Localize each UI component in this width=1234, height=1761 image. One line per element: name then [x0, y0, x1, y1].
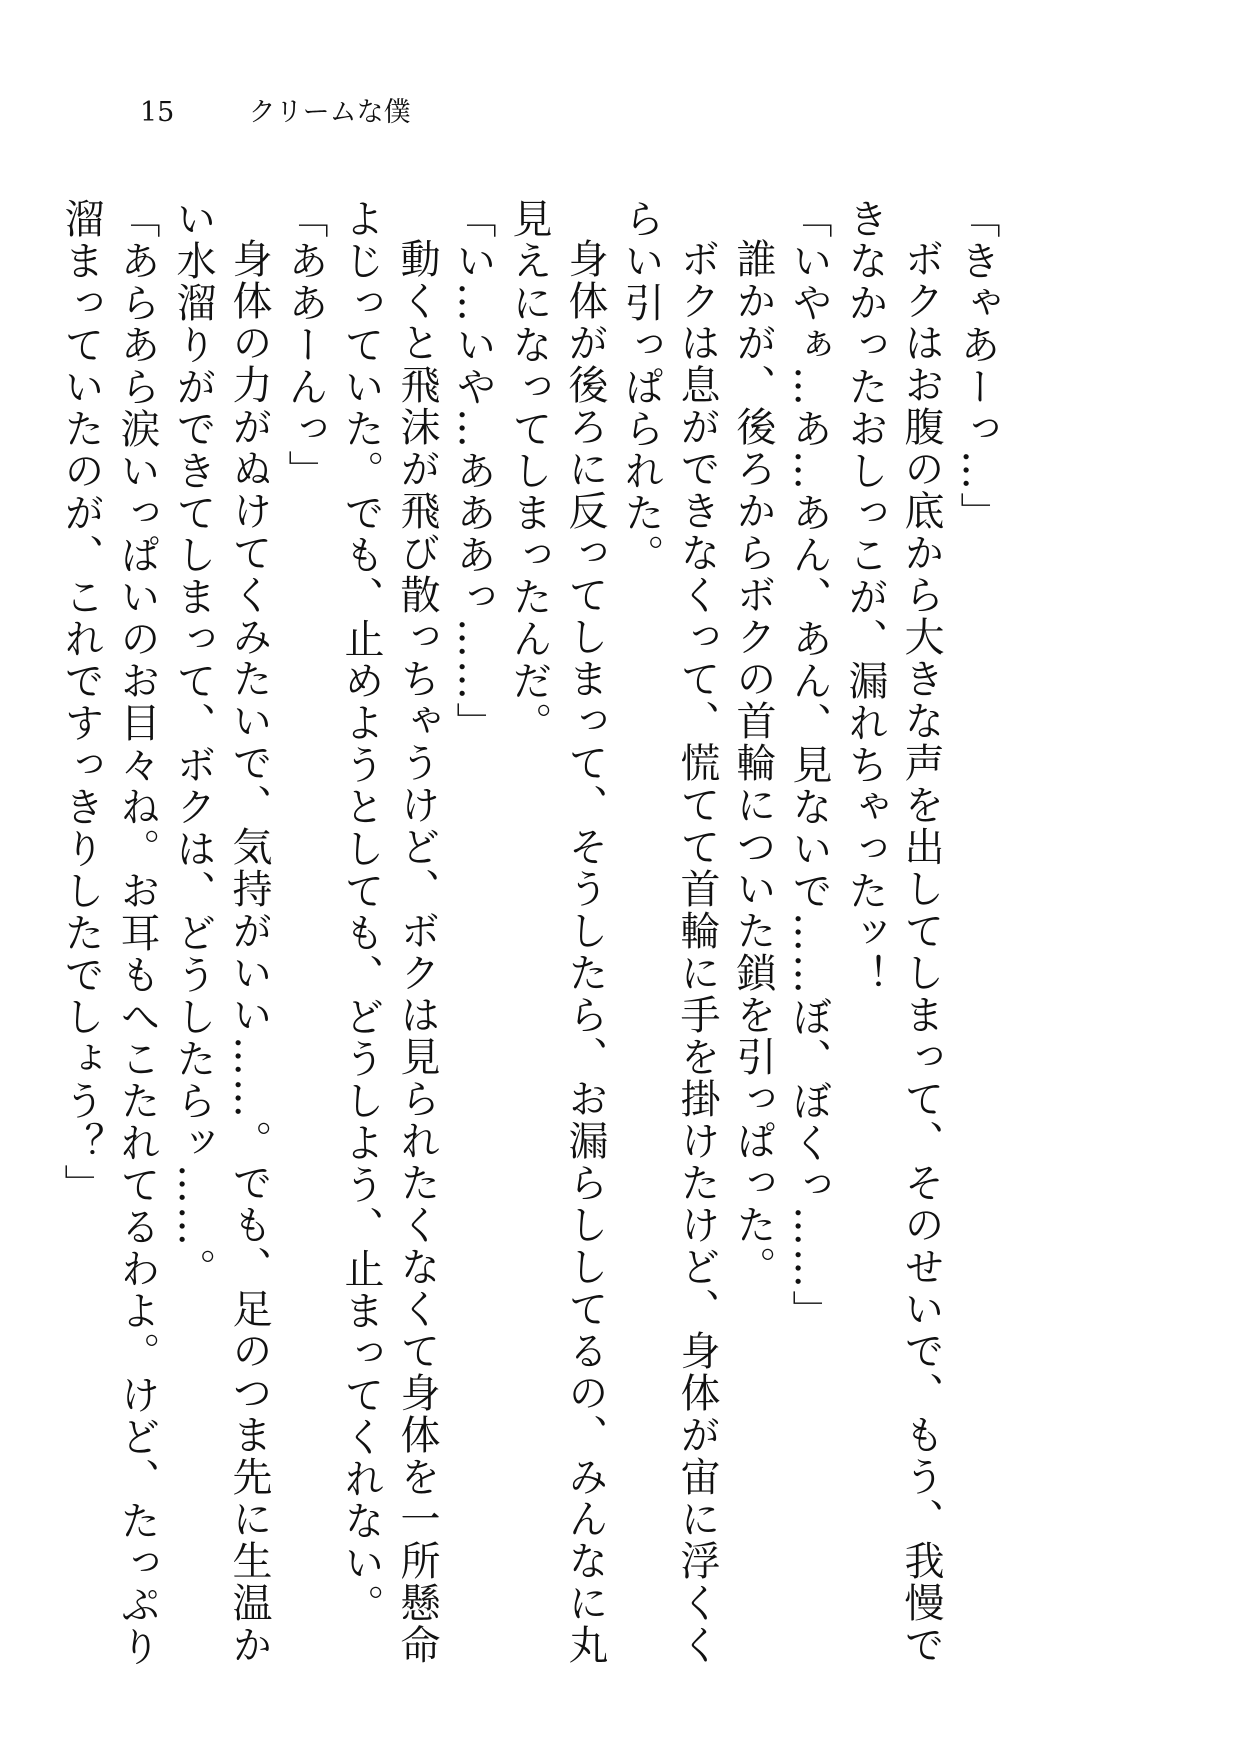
paragraph: 「きゃあーっ…」: [954, 198, 1000, 534]
chapter-title: クリームな僕: [248, 97, 411, 128]
body-text: [58, 198, 1005, 1678]
paragraph: 身体が後ろに反ってしまって、そうしたら、お漏らししてるの、みんなに丸見えになってしまったんだ。: [506, 198, 608, 1666]
page-number: 15: [140, 97, 175, 128]
running-head: [140, 98, 411, 128]
paragraph: 身体の力がぬけてくみたいで、気持がいい……。でも、足のつま先に生温かい水溜りができてしまって、ボクは、どうしたらッ……。: [170, 198, 272, 1666]
paragraph: 「いやぁ…あ…あん、あん、見ないで……ぼ、ぼくっ……」: [786, 198, 832, 1332]
paragraph: ボクは息ができなくって、慌てて首輪に手を掛けたけど、身体が宙に浮くくらい引っぱられた。: [618, 198, 720, 1666]
paragraph: 「あらあら涙いっぱいのお目々ね。お耳もへこたれてるわよ。けど、たっぷり溜まっていたのが、これですっきりしたでしょう？」: [58, 198, 160, 1668]
paragraph: 誰かが、後ろからボクの首輪についた鎖を引っぱった。: [730, 238, 776, 1288]
paragraph: 「い…いや…あああっ……」: [450, 198, 496, 744]
paragraph: ボクはお腹の底から大きな声を出してしまって、そのせいで、もう、我慢できなかったおしっこが、漏れちゃったッ！: [842, 198, 944, 1666]
paragraph: 動くと飛沫が飛び散っちゃうけど、ボクは見られたくなくて身体を一所懸命よじっていた。でも、止めようとしても、どうしよう、止まってくれない。: [338, 198, 440, 1666]
paragraph: 「ああーんっ」: [282, 198, 328, 492]
